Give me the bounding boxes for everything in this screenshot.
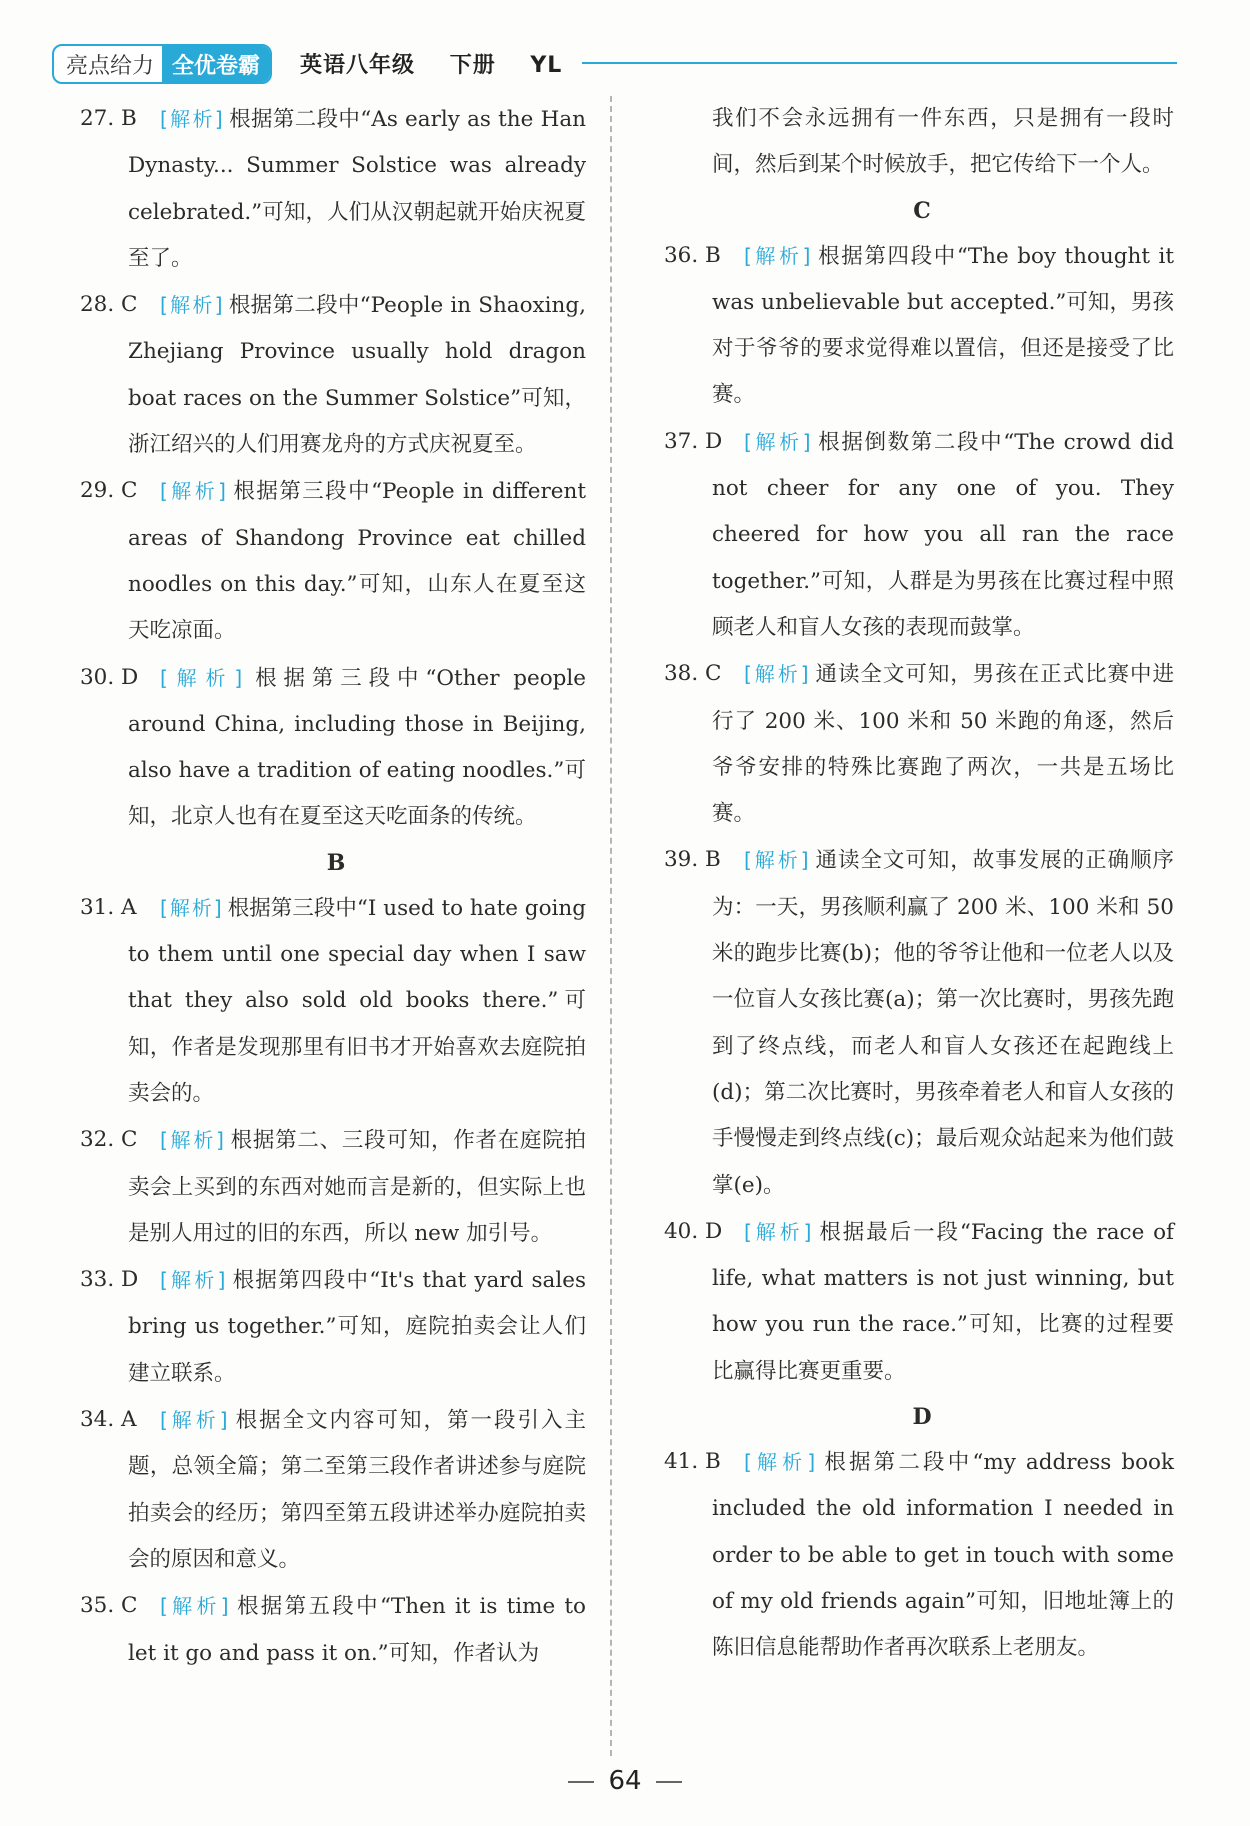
series-name: 亮点给力: [66, 53, 155, 79]
answer-item: [664, 1209, 1174, 1395]
analysis-tag: [解析]: [160, 1268, 228, 1293]
analysis-tag: [解析]: [160, 1128, 226, 1153]
section-heading: B: [326, 849, 346, 876]
section-heading: D: [912, 1404, 932, 1431]
answer-number: 37. D: [664, 428, 723, 454]
answer-body: [128, 1117, 586, 1257]
answer-body: [712, 837, 1174, 1208]
header-rule: [582, 62, 1177, 64]
answer-explanation: 根据全文内容可知，第一段引入主题，总领全篇；第二至第三段作者讲述参与庭院拍卖会的经历；第四至第五段讲述举办庭院拍卖会的原因和意义。: [128, 1408, 586, 1572]
answer-explanation: 根据最后一段“Facing the race of life, what matters is not just winning, but how you run the race.”可知，比赛的过程要比赢得比赛更重要。: [712, 1219, 1174, 1384]
answer-number: 41. B: [664, 1449, 721, 1475]
answer-item: [80, 655, 587, 841]
analysis-tag: [解析]: [160, 1408, 230, 1433]
column-divider: [610, 96, 612, 1756]
answer-body: [712, 419, 1174, 651]
answer-explanation: 根据第四段中“It's that yard sales bring us together.”可知，庭院拍卖会让人们建立联系。: [128, 1268, 586, 1386]
answer-number: 28. C: [80, 292, 138, 318]
answer-item: [80, 1397, 586, 1583]
answer-body: [128, 655, 586, 841]
analysis-tag: [解析]: [744, 1450, 818, 1475]
analysis-tag: [解析]: [744, 662, 811, 687]
answer-body: [712, 233, 1174, 419]
answer-explanation: 根据第三段中“Other people around China, including those in Beijing, also have a tradition of eating noodles.”可知，北京人也有在夏至这天吃面条的传统。: [128, 665, 587, 830]
answer-explanation: 根据第三段中“I used to hate going to them until one special day when I saw that they also sold old books there.”可知，作者是发现那里有旧书才开始喜欢去庭院拍卖会的。: [128, 895, 587, 1106]
answer-number: 35. C: [80, 1593, 138, 1619]
footer-dash-left: [568, 1781, 594, 1783]
answer-item: [80, 96, 586, 282]
answer-explanation: 通读全文可知，男孩在正式比赛中进行了 200 米、100 米和 50 米跑的角逐，然后爷爷安排的特殊比赛跑了两次，一共是五场比赛。: [712, 662, 1174, 827]
analysis-tag: [解析]: [160, 1594, 231, 1619]
answer-number: 36. B: [664, 242, 721, 268]
analysis-tag: [解析]: [160, 479, 228, 504]
analysis-tag: [解析]: [744, 243, 813, 268]
footer-dash-right: [656, 1781, 682, 1783]
answer-explanation: 根据第二段中“my address book included the old information I needed in order to be able to get in touch with some of my old friends again”可知，旧地址簿上的陈旧信息能帮助作者再次联系上老朋友。: [712, 1450, 1174, 1661]
analysis-tag: [解析]: [744, 1219, 814, 1244]
answer-body: [128, 1397, 586, 1583]
answer-body: [128, 282, 586, 468]
answer-item: [80, 282, 586, 468]
analysis-tag: [解析]: [744, 429, 813, 454]
answer-item: [670, 96, 1174, 189]
answer-number: 39. B: [664, 847, 721, 873]
answer-number: 38. C: [664, 661, 722, 687]
answer-body: [712, 651, 1174, 837]
answer-number: 29. C: [80, 478, 138, 504]
answer-item: [80, 1117, 586, 1257]
answer-number: 32. C: [80, 1127, 138, 1153]
answer-explanation: 根据倒数第二段中“The crowd did not cheer for any one of you. They cheered for how you all ran the race together.”可知，人群是为男孩在比赛过程中照顾老人和盲人女孩的表现而鼓掌。: [712, 429, 1174, 640]
analysis-tag: [解析]: [160, 107, 225, 131]
page-number: 64: [608, 1766, 642, 1796]
answer-explanation: 根据第三段中“People in different areas of Shandong Province eat chilled noodles on this day.”可知，山东人在夏至这天吃凉面。: [128, 479, 587, 644]
answer-body: [128, 885, 586, 1117]
analysis-tag: [解析]: [160, 293, 225, 318]
answer-explanation: 根据第二段中“As early as the Han Dynasty... Summer Solstice was already celebrated.”可知，人们从汉朝起就开始庆祝夏至了。: [128, 107, 586, 271]
answer-body: [712, 1439, 1174, 1671]
answer-number: 33. D: [80, 1267, 139, 1293]
answer-explanation: 根据第二段中“People in Shaoxing, Zhejiang Province usually hold dragon boat races on the Summer Solstice”可知，浙江绍兴的人们用赛龙舟的方式庆祝夏至。: [128, 293, 586, 458]
analysis-tag: [解析]: [160, 895, 224, 920]
answer-item: [80, 468, 587, 654]
answer-body: [670, 96, 1174, 189]
book-subject: 英语八年级: [300, 53, 416, 78]
answer-explanation: 根据第五段中“Then it is time to let it go and pass it on.”可知，作者认为: [128, 1594, 586, 1666]
answer-item: [664, 233, 1175, 419]
page-footer: [0, 1766, 1250, 1796]
answer-item: [664, 651, 1174, 837]
answer-body: [128, 96, 586, 282]
page-header: [52, 44, 1177, 84]
answer-item: [80, 1583, 586, 1677]
answer-body: [128, 1257, 586, 1397]
answer-body: [128, 468, 586, 654]
answer-item: [80, 1257, 586, 1397]
book-title: [300, 48, 588, 79]
series-badge: 全优卷霸: [162, 46, 270, 82]
answer-item: [664, 837, 1174, 1208]
book-edition: YL: [530, 53, 563, 78]
answer-explanation: 我们不会永远拥有一件东西，只是拥有一段时间，然后到某个时候放手，把它传给下一个人。: [712, 106, 1174, 178]
answer-explanation: 通读全文可知，故事发展的正确顺序为：一天，男孩顺利赢了 200 米、100 米和 50 米的跑步比赛(b)；他的爷爷让他和一位老人以及一位盲人女孩比赛(a)；第一次比赛时，男孩先跑到了终点线，而老人和盲人女孩还在起跑线上(d)；第二次比赛时，男孩牵着老人和盲人女孩的手慢慢走到终点线(c)；最后观众站起来为他们鼓掌(e)。: [712, 848, 1174, 1198]
answer-explanation: 根据第四段中“The boy thought it was unbelievable but accepted.”可知，男孩对于爷爷的要求觉得难以置信，但还是接受了比赛。: [712, 243, 1175, 408]
answer-number: 27. B: [80, 106, 137, 131]
answer-number: 34. A: [80, 1407, 137, 1433]
answer-number: 30. D: [80, 664, 139, 690]
answer-explanation: 根据第二、三段可知，作者在庭院拍卖会上买到的东西对她而言是新的，但实际上也是别人用过的旧的东西，所以 new 加引号。: [128, 1128, 586, 1246]
series-logo: [52, 44, 272, 84]
answer-number: 31. A: [80, 894, 137, 920]
answer-number: 40. D: [664, 1218, 723, 1244]
answer-body: [712, 1209, 1174, 1395]
answer-item: [664, 1439, 1174, 1671]
answer-body: [128, 1583, 586, 1677]
book-volume: 下册: [449, 53, 496, 78]
section-heading: C: [913, 197, 931, 224]
answer-item: [80, 885, 587, 1117]
right-column: [664, 96, 1175, 1672]
left-column: [80, 96, 587, 1677]
analysis-tag: [解析]: [744, 848, 811, 873]
analysis-tag: [解析]: [160, 665, 245, 690]
answer-item: [664, 419, 1174, 651]
